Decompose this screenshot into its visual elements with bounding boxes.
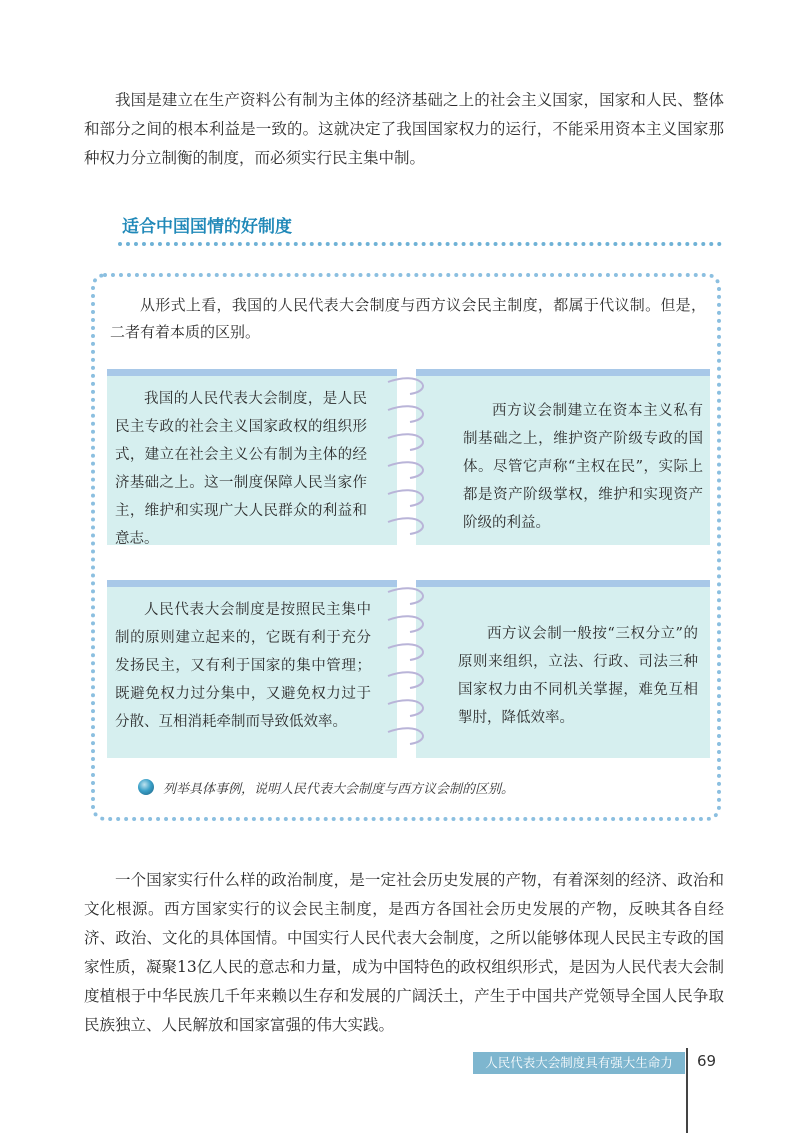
section-title: 适合中国国情的好制度: [122, 217, 292, 237]
activity-prompt: 列举具体事例，说明人民代表大会制度与西方议会制的区别。: [163, 782, 515, 797]
western-system-text-1: 西方议会制建立在资本主义私有制基础之上，维护资产阶级专政的国体。尽管它声称“主权在民”，实际上都是资产阶级掌权，维护和实现资产阶级的利益。: [463, 403, 703, 531]
intro-paragraph: 我国是建立在生产资料公有制为主体的经济基础之上的社会主义国家，国家和人民、整体和部分之间的根本利益是一致的。这就决定了我国国家权力的运行，不能采用资本主义国家那种权力分立制衡的制度，而必须实行民主集中制。: [84, 91, 724, 167]
comparison-intro: 从形式上看，我国的人民代表大会制度与西方议会民主制度，都属于代议制。但是，二者有着本质的区别。: [110, 296, 706, 341]
closing-paragraph: 一个国家实行什么样的政治制度，是一定社会历史发展的产物，有着深刻的经济、政治和文化根源。西方国家实行的议会民主制度，是西方各国社会历史发展的产物，反映其各自经济、政治、文化的具体国情。中国实行人民代表大会制度，之所以能够体现人民民主专政的国家性质，凝聚13亿人民的意志和力量，成为中国特色的政权组织形式，是因为人民代表大会制度植根于中华民族几千年来赖以生存和发展的广阔沃土，产生于中国共产党领导全国人民争取民族独立、人民解放和国家富强的伟大实践。: [84, 871, 724, 1034]
china-system-text-1: 我国的人民代表大会制度，是人民民主专政的社会主义国家政权的组织形式，建立在社会主义公有制为主体的经济基础之上。这一制度保障人民当家作主，维护和实现广大人民群众的利益和意志。: [115, 391, 367, 547]
page-number: 69: [697, 1052, 717, 1070]
activity-bullet-icon: [138, 779, 154, 795]
footer-chapter-title: 人民代表大会制度具有强大生命力: [473, 1052, 685, 1074]
china-system-text-2: 人民代表大会制度是按照民主集中制的原则建立起来的，它既有利于充分发扬民主，又有利于国家的集中管理；既避免权力过分集中，又避免权力过于分散、互相消耗牵制而导致低效率。: [115, 602, 371, 730]
section-title-divider: [118, 242, 722, 246]
spiral-binding-icon: [380, 578, 440, 760]
spiral-binding-icon: [380, 368, 440, 548]
western-system-text-2: 西方议会制一般按“三权分立”的原则来组织，立法、行政、司法三种国家权力由不同机关掌握，难免互相掣肘，降低效率。: [458, 626, 698, 726]
footer-divider: [686, 1048, 688, 1133]
